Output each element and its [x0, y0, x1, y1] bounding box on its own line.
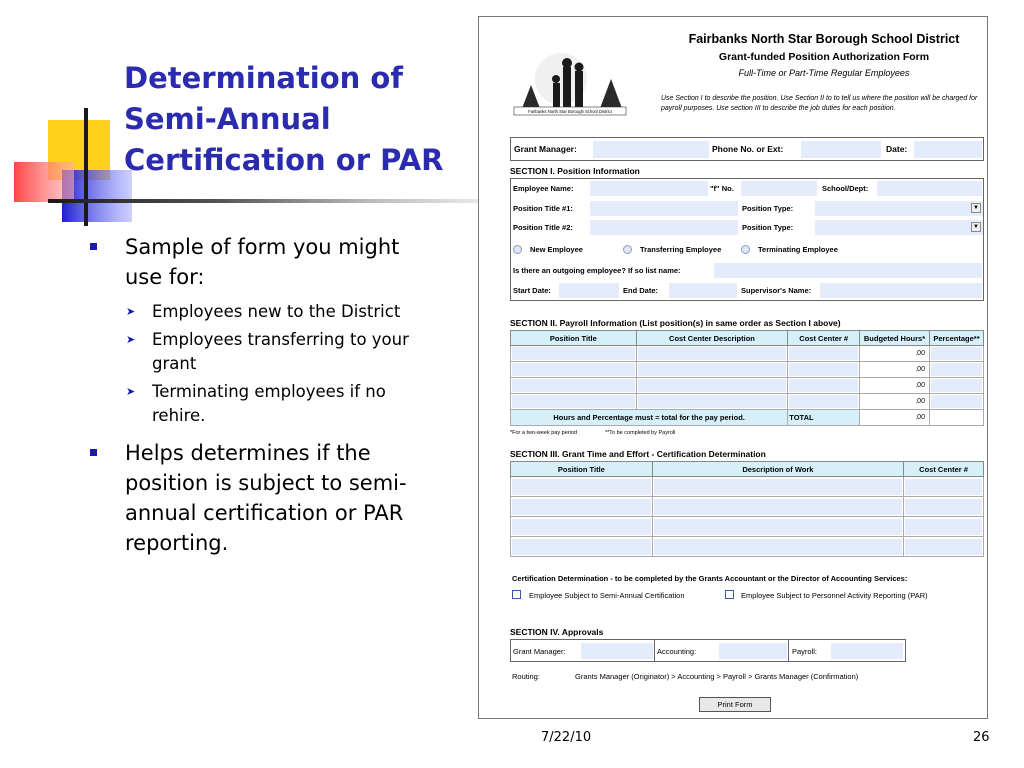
- start-date-label: Start Date:: [513, 286, 551, 295]
- description-of-work-cell[interactable]: [654, 479, 902, 495]
- position-title-2-field[interactable]: [590, 220, 738, 235]
- position-title-cell[interactable]: [512, 395, 635, 408]
- approval-accounting-field[interactable]: [719, 643, 787, 659]
- table-row: [511, 517, 984, 537]
- cost-center-number-cell[interactable]: [789, 347, 858, 360]
- new-employee-radio[interactable]: [513, 245, 522, 254]
- column-header: Cost Center #: [904, 462, 984, 477]
- end-date-field[interactable]: [669, 283, 737, 298]
- employee-name-field[interactable]: [590, 181, 708, 196]
- cost-center-number-cell[interactable]: [789, 395, 858, 408]
- sub-bullet-text: Terminating employees if no rehire.: [152, 382, 386, 425]
- f-number-field[interactable]: [741, 181, 817, 196]
- sub-bullet-text: Employees transferring to your grant: [152, 330, 409, 373]
- employee-name-label: Employee Name:: [513, 184, 574, 193]
- position-authorization-form: [478, 16, 988, 719]
- position-type-2-label: Position Type:: [742, 223, 794, 232]
- certification-title: Certification Determination - to be completed by the Grants Accountant or the Director of Accounting Services:: [512, 574, 908, 583]
- outgoing-employee-label: Is there an outgoing employee? If so list name:: [513, 266, 681, 275]
- position-title-1-label: Position Title #1:: [513, 204, 573, 213]
- column-header: Cost Center #: [788, 331, 860, 346]
- decorative-corner-graphic: [0, 0, 140, 240]
- description-of-work-cell[interactable]: [654, 519, 902, 535]
- chevron-bullet-icon: ➤: [126, 333, 136, 346]
- approval-accounting-label: Accounting:: [657, 647, 697, 656]
- position-title-cell[interactable]: [512, 499, 651, 515]
- position-title-cell[interactable]: [512, 479, 651, 495]
- divider: [788, 640, 789, 661]
- bullet-item: [90, 438, 440, 558]
- table-row: [511, 378, 984, 394]
- approvals-row: [510, 639, 906, 662]
- sub-bullet-item: [90, 328, 440, 376]
- position-title-cell[interactable]: [512, 539, 651, 555]
- start-date-field[interactable]: [559, 283, 619, 298]
- payroll-table: [510, 330, 984, 426]
- print-form-button[interactable]: Print Form: [699, 697, 771, 712]
- f-number-label: "f" No.: [710, 184, 734, 193]
- par-checkbox[interactable]: [725, 590, 734, 599]
- column-header: Description of Work: [652, 462, 903, 477]
- table-row: [511, 477, 984, 497]
- total-row: [511, 410, 984, 426]
- phone-label: Phone No. or Ext:: [712, 144, 784, 154]
- cost-center-description-cell[interactable]: [638, 363, 787, 376]
- bullet-item: [90, 232, 440, 292]
- par-label: Employee Subject to Personnel Activity Reporting (PAR): [741, 591, 928, 600]
- phone-field[interactable]: [801, 141, 881, 158]
- percentage-cell[interactable]: [931, 395, 982, 408]
- routing-text: Grants Manager (Originator) > Accounting > Payroll > Grants Manager (Confirmation): [575, 672, 859, 681]
- position-title-cell[interactable]: [512, 363, 635, 376]
- new-employee-label: New Employee: [530, 245, 583, 254]
- transferring-employee-label: Transferring Employee: [640, 245, 722, 254]
- semi-annual-label: Employee Subject to Semi-Annual Certification: [529, 591, 685, 600]
- total-note: Hours and Percentage must = total for the pay period.: [511, 410, 788, 426]
- header-row: [510, 137, 984, 161]
- position-type-2-select[interactable]: [815, 220, 983, 235]
- sub-bullet-text: Employees new to the District: [152, 302, 401, 321]
- table-header-row: [511, 331, 984, 346]
- end-date-label: End Date:: [623, 286, 659, 295]
- logo-caption: Fairbanks North Star Borough School District: [528, 109, 612, 114]
- position-type-1-label: Position Type:: [742, 204, 794, 213]
- approval-payroll-field[interactable]: [831, 643, 903, 659]
- table-row: [511, 346, 984, 362]
- sub-bullet-item: [90, 300, 440, 324]
- terminating-employee-radio[interactable]: [741, 245, 750, 254]
- total-label: TOTAL: [788, 410, 860, 426]
- bullet-text: Helps determines if the position is subject to semi-annual certification or PAR reporting.: [125, 441, 407, 555]
- total-hours-value: .00: [861, 411, 928, 424]
- cost-center-number-cell[interactable]: [789, 379, 858, 392]
- description-of-work-cell[interactable]: [654, 539, 902, 555]
- column-header: Budgeted Hours*: [860, 331, 930, 346]
- position-title-2-label: Position Title #2:: [513, 223, 573, 232]
- footnote-pay-period: *For a two-week pay period: [510, 430, 577, 436]
- table-header-row: [511, 462, 984, 477]
- section-2-title: SECTION II. Payroll Information (List position(s) in same order as Section I above): [510, 318, 841, 328]
- position-title-1-field[interactable]: [590, 201, 738, 216]
- slide-title: Determination of Semi-Annual Certification or PAR: [124, 61, 444, 177]
- supervisor-name-label: Supervisor's Name:: [741, 286, 812, 295]
- square-bullet-icon: [90, 449, 97, 456]
- form-instructions: Use Section I to describe the position. Use Section II to to tell us where the position will be charged for payroll purposes. Use section III to describe the job duties for each position.: [661, 95, 978, 112]
- section-1-title: SECTION I. Position Information: [510, 166, 640, 176]
- position-title-cell[interactable]: [512, 519, 651, 535]
- footnote-payroll: **To be completed by Payroll: [605, 430, 676, 436]
- date-field[interactable]: [914, 141, 982, 158]
- cost-center-number-cell[interactable]: [905, 499, 982, 515]
- cost-center-number-cell[interactable]: [789, 363, 858, 376]
- approval-grant-manager-field[interactable]: [581, 643, 653, 659]
- budgeted-hours-cell[interactable]: .00: [861, 379, 928, 392]
- date-label: Date:: [886, 144, 908, 154]
- position-title-cell[interactable]: [512, 347, 635, 360]
- approval-grant-manager-label: Grant Manager:: [513, 647, 566, 656]
- footer-date: 7/22/10: [541, 730, 592, 745]
- position-type-1-select[interactable]: [815, 201, 983, 216]
- column-header: Position Title: [511, 331, 637, 346]
- grant-manager-label: Grant Manager:: [514, 144, 577, 154]
- chevron-bullet-icon: ➤: [126, 385, 136, 398]
- grant-manager-field[interactable]: [593, 141, 709, 158]
- form-organization: Fairbanks North Star Borough School District: [688, 32, 960, 46]
- table-row: [511, 497, 984, 517]
- semi-annual-checkbox[interactable]: [512, 590, 521, 599]
- bullet-list: [90, 232, 440, 566]
- supervisor-name-field[interactable]: [820, 283, 982, 298]
- routing-label: Routing:: [512, 672, 540, 681]
- column-header: Percentage**: [929, 331, 983, 346]
- form-subtitle: Full-Time or Part-Time Regular Employees: [738, 68, 910, 78]
- section-4-title: SECTION IV. Approvals: [510, 627, 604, 637]
- transferring-employee-radio[interactable]: [623, 245, 632, 254]
- position-title-cell[interactable]: [512, 379, 635, 392]
- divider: [654, 640, 655, 661]
- percentage-cell[interactable]: [931, 363, 982, 376]
- column-header: Position Title: [511, 462, 653, 477]
- budgeted-hours-cell[interactable]: .00: [861, 395, 928, 408]
- table-row: [511, 394, 984, 410]
- cost-center-number-cell[interactable]: [905, 539, 982, 555]
- outgoing-employee-field[interactable]: [714, 263, 982, 278]
- approval-payroll-label: Payroll:: [792, 647, 818, 656]
- square-bullet-icon: [90, 243, 97, 250]
- table-row: [511, 537, 984, 557]
- budgeted-hours-cell[interactable]: .00: [861, 363, 928, 376]
- school-dept-field[interactable]: [877, 181, 982, 196]
- table-row: [511, 362, 984, 378]
- terminating-employee-label: Terminating Employee: [758, 245, 838, 254]
- school-dept-label: School/Dept:: [822, 184, 869, 193]
- bullet-text: Sample of form you might use for:: [125, 235, 400, 289]
- section-3-title: SECTION III. Grant Time and Effort - Certification Determination: [510, 449, 766, 459]
- description-of-work-cell[interactable]: [654, 499, 902, 515]
- sub-bullet-item: [90, 380, 440, 428]
- percentage-cell[interactable]: [931, 347, 982, 360]
- grant-time-effort-table: [510, 461, 984, 557]
- district-logo: [511, 49, 635, 117]
- chevron-bullet-icon: ➤: [126, 305, 136, 318]
- dropdown-arrow-icon[interactable]: ▼: [971, 203, 981, 213]
- column-header: Cost Center Description: [636, 331, 788, 346]
- cost-center-description-cell[interactable]: [638, 379, 787, 392]
- section-1-box: [510, 178, 984, 301]
- dropdown-arrow-icon[interactable]: ▼: [971, 222, 981, 232]
- cost-center-number-cell[interactable]: [905, 479, 982, 495]
- form-title: Grant-funded Position Authorization Form: [718, 51, 930, 63]
- cost-center-description-cell[interactable]: [638, 347, 787, 360]
- budgeted-hours-cell[interactable]: .00: [861, 347, 928, 360]
- title-divider-line: [48, 199, 478, 203]
- cost-center-description-cell[interactable]: [638, 395, 787, 408]
- percentage-cell[interactable]: [931, 379, 982, 392]
- cost-center-number-cell[interactable]: [905, 519, 982, 535]
- slide-number: 26: [973, 730, 990, 745]
